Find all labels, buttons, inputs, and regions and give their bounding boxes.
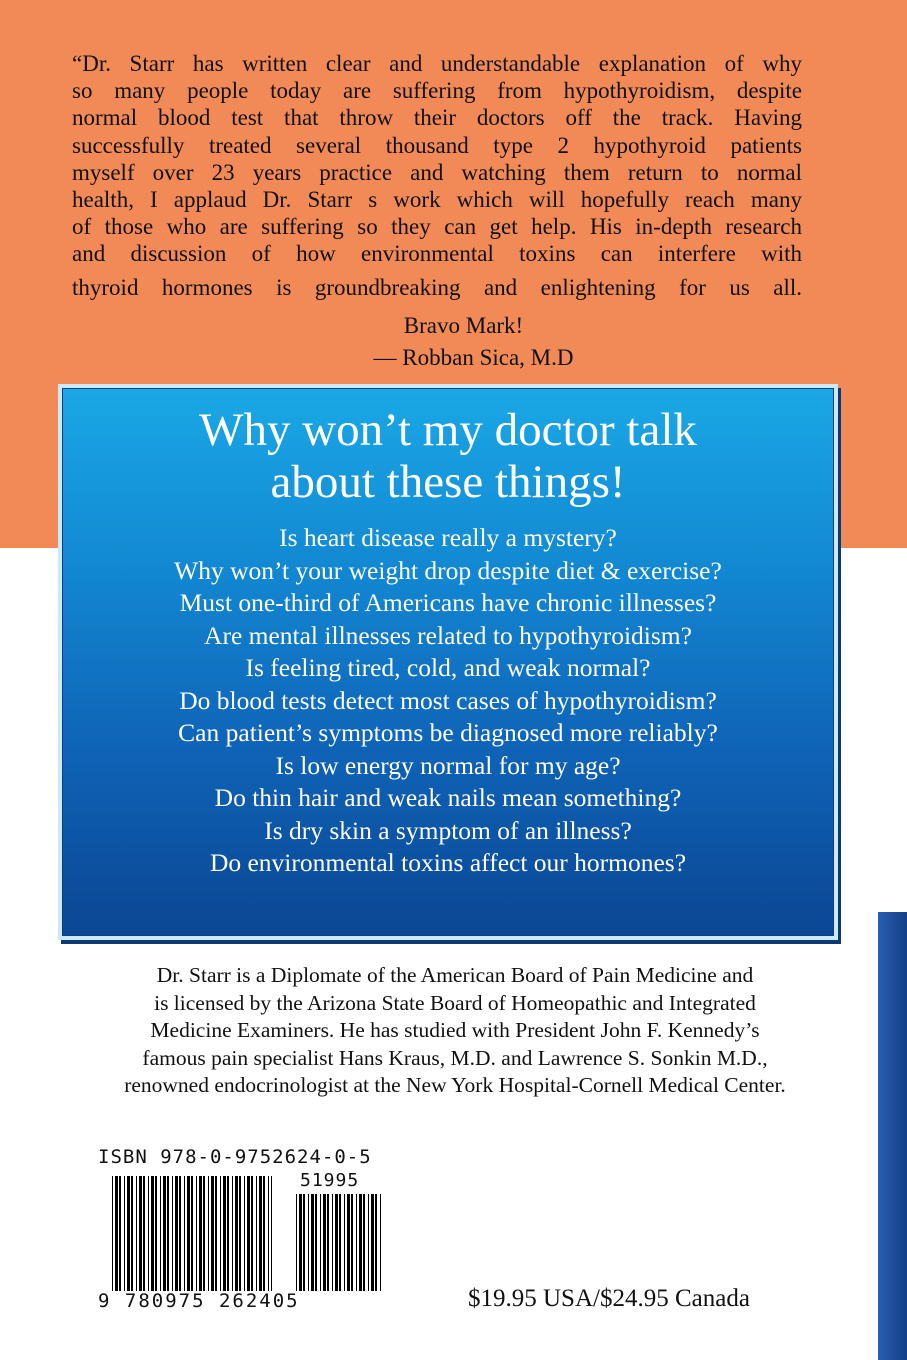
barcode-bar — [371, 1194, 374, 1291]
barcode-bar — [239, 1176, 241, 1291]
list-item: Do blood tests detect most cases of hypothyroidism? — [179, 685, 717, 715]
bio-line: Medicine Examiners. He has studied with President John F. Kennedy’s — [150, 1018, 760, 1042]
questions-panel — [58, 384, 838, 940]
barcode-bar — [380, 1194, 381, 1291]
quote-line: “Dr. Starr has written clear and understandable explanation of why — [72, 51, 802, 76]
ean-digits: 9 780975 262405 — [98, 1290, 300, 1312]
barcode-bar — [184, 1176, 185, 1291]
barcode-bar — [172, 1176, 173, 1291]
barcode-bar — [363, 1194, 365, 1291]
barcode-bar — [155, 1176, 157, 1291]
barcode-bar — [332, 1194, 333, 1291]
barcode-bar — [127, 1176, 130, 1291]
list-item: Do environmental toxins affect our hormones? — [209, 848, 687, 877]
barcode-bar — [356, 1194, 357, 1291]
quote-line: so many people today are suffering from hypothyroidism, despite — [72, 78, 802, 104]
barcode-bar — [196, 1176, 197, 1291]
barcode-bar — [232, 1176, 233, 1291]
barcode-bar — [163, 1176, 166, 1291]
panel-title-line-1: Why won’t my doctor talk — [199, 404, 697, 456]
bio-line: Dr. Starr is a Diplomate of the American Board of Pain Medicine and — [156, 963, 754, 987]
barcode-bar — [211, 1176, 214, 1291]
barcode-bar — [308, 1194, 309, 1291]
isbn-text: ISBN 978-0-9752624-0-5 — [98, 1146, 372, 1168]
barcode-bar — [271, 1176, 272, 1291]
barcode-bar — [299, 1194, 302, 1291]
list-item: Can patient’s symptoms be diagnosed more reliably? — [178, 718, 718, 747]
barcode-bar — [296, 1194, 297, 1291]
barcode-bar — [235, 1176, 238, 1291]
bio-line: famous pain specialist Hans Kraus, M.D. and Lawrence S. Sonkin M.D., — [142, 1045, 768, 1070]
barcode-bar — [124, 1176, 125, 1291]
barcode-bar — [327, 1194, 329, 1291]
barcode-bar — [119, 1176, 121, 1291]
barcode-bar — [359, 1194, 362, 1291]
bio-line: renowned endocrinologist at the New York Hospital-Cornell Medical Center. — [124, 1073, 786, 1097]
barcode-bars — [112, 1176, 272, 1291]
barcode-bar — [151, 1176, 154, 1291]
quote-line: of those who are suffering so they can get help. His in-depth research — [72, 214, 802, 240]
barcode-bar — [268, 1176, 269, 1291]
panel-title-line-2: about these things! — [270, 456, 626, 508]
question-list — [62, 522, 834, 880]
isbn-barcode — [98, 1146, 383, 1316]
barcode-bar — [139, 1176, 142, 1291]
price-label: $19.95 USA/$24.95 Canada — [468, 1285, 750, 1312]
barcode-bar — [227, 1176, 229, 1291]
endorsement-quote — [72, 50, 802, 301]
list-item: Is feeling tired, cold, and weak normal? — [245, 653, 651, 682]
list-item: Must one-third of Americans have chronic illnesses? — [179, 588, 717, 617]
blue-edge-stripe — [878, 912, 907, 1360]
barcode-bar — [263, 1176, 265, 1291]
quote-signoff — [0, 310, 907, 374]
quote-line: health, I applaud Dr. Starr s work which will hopefully reach many — [72, 187, 802, 213]
barcode-bar — [244, 1176, 245, 1291]
barcode-bar — [339, 1194, 341, 1291]
barcode-bar — [143, 1176, 145, 1291]
barcode-bar — [179, 1176, 181, 1291]
panel-title — [62, 388, 834, 508]
barcode-bar — [320, 1194, 321, 1291]
barcode-bar — [247, 1176, 250, 1291]
barcode-bar — [344, 1194, 345, 1291]
barcode-bar — [208, 1176, 209, 1291]
quote-line: successfully treated several thousand type 2 hypothyroid patients — [72, 132, 802, 158]
barcode-bar — [191, 1176, 193, 1291]
quote-line: thyroid hormones is groundbreaking and enlightening for us all. — [72, 274, 802, 300]
barcode-bar — [256, 1176, 257, 1291]
barcode-bar — [187, 1176, 190, 1291]
barcode-bar — [220, 1176, 221, 1291]
barcode-bar — [199, 1176, 202, 1291]
list-item: Do thin hair and weak nails mean something? — [214, 783, 682, 812]
barcode-bar — [131, 1176, 133, 1291]
list-item: Is heart disease really a mystery? — [279, 523, 617, 552]
list-item: Why won’t your weight drop despite diet & exercise? — [174, 555, 722, 585]
barcode-bar — [323, 1194, 326, 1291]
barcode-bar — [335, 1194, 338, 1291]
barcode-bar — [315, 1194, 317, 1291]
barcode-bar — [351, 1194, 353, 1291]
barcode-bar — [311, 1194, 314, 1291]
barcode-bar — [167, 1176, 169, 1291]
barcode-bar — [160, 1176, 161, 1291]
barcode-bar — [203, 1176, 205, 1291]
price-code: 51995 — [300, 1170, 360, 1191]
quote-line: myself over 23 years practice and watching them return to normal — [72, 159, 802, 185]
quote-line: and discussion of how environmental toxins can interfere with — [72, 241, 802, 267]
quote-line: normal blood test that throw their doctors off the track. Having — [72, 105, 802, 131]
barcode-bar — [303, 1194, 305, 1291]
author-bio — [30, 962, 880, 1100]
barcode-bar — [375, 1194, 377, 1291]
quote-closing: Bravo Mark! — [403, 313, 524, 338]
list-item: Are mental illnesses related to hypothyroidism? — [204, 620, 692, 650]
list-item: Is low energy normal for my age? — [275, 750, 621, 780]
bio-line: is licensed by the Arizona State Board of Homeopathic and Integrated — [154, 990, 756, 1015]
barcode-bar — [368, 1194, 369, 1291]
quote-attribution: — Robban Sica, M.D — [373, 345, 574, 370]
list-item: Is dry skin a symptom of an illness? — [264, 815, 632, 845]
barcode-bar — [136, 1176, 137, 1291]
barcode-bar — [148, 1176, 149, 1291]
barcode-bar — [251, 1176, 253, 1291]
barcode-bar — [215, 1176, 217, 1291]
barcode-bar — [347, 1194, 350, 1291]
barcode-bar — [175, 1176, 178, 1291]
barcode-bar — [112, 1176, 113, 1291]
barcode-bar — [115, 1176, 118, 1291]
barcode-bar — [223, 1176, 226, 1291]
barcode-bar — [259, 1176, 262, 1291]
addon-barcode-bars — [296, 1194, 381, 1291]
